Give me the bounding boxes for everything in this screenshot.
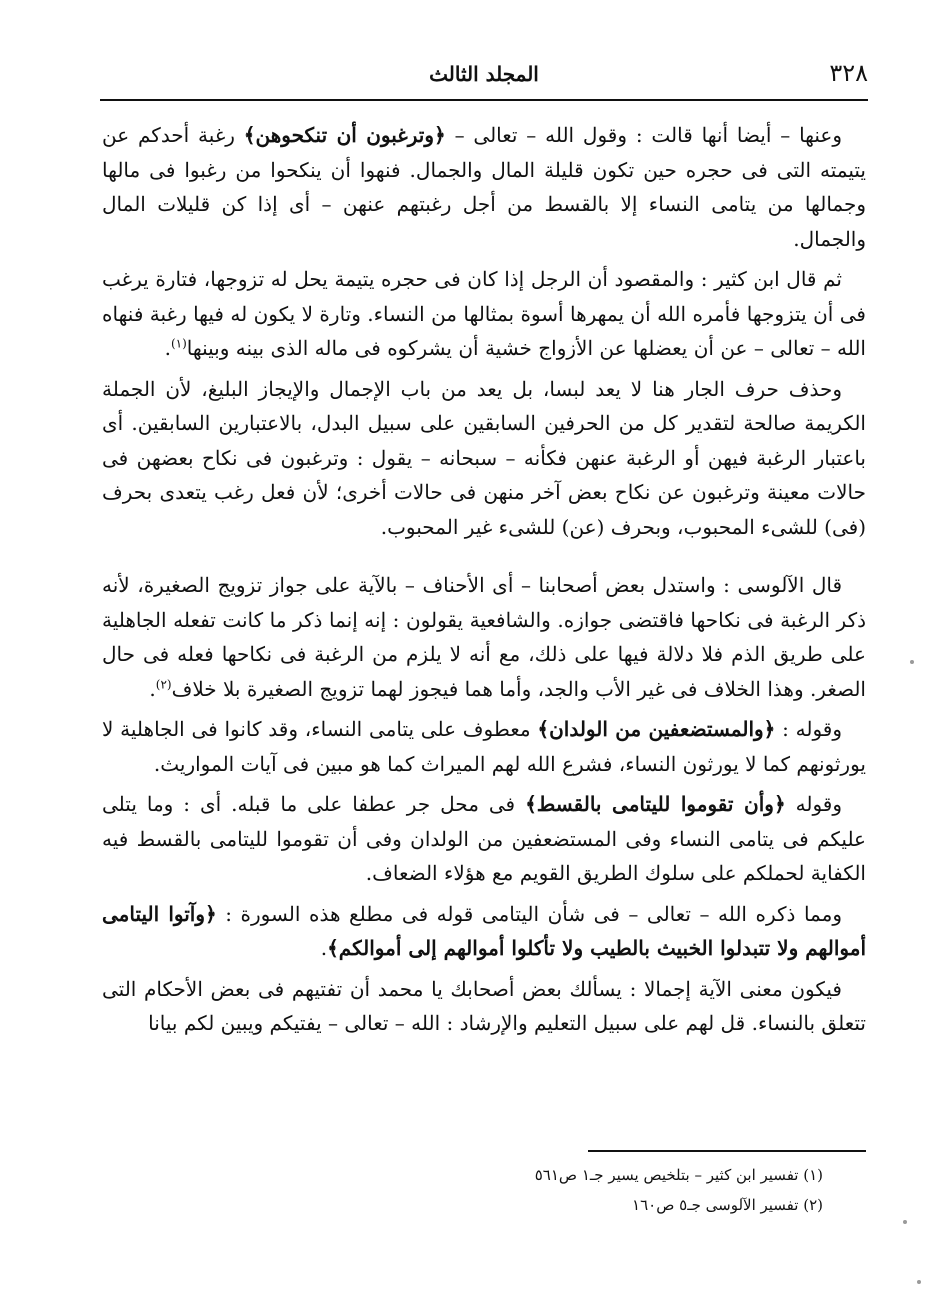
page-number: ٣٢٨ — [829, 59, 868, 87]
paragraph: ومما ذكره الله – تعالى – فى شأن اليتامى قوله فى مطلع هذه السورة : ﴿وآتوا اليتامى أموالهم ولا تتبدلوا الخبيث بالطيب ولا تأكلوا أموالهم إلى أموالكم﴾. — [102, 901, 866, 960]
paragraph: وحذف حرف الجار هنا لا يعد لبسا، بل يعد من باب الإجمال والإيجاز البليغ، لأن الجملة الكريمة صالحة لتقدير كل من الحرفين السابقين على سبيل البدل، بالاعتبارين السابقين. أى باعتبار الرغبة فيهن أو الرغبة عنهن فكأنه – سبحانه – يقول : وترغبون فى نكاح بعضهن فى حالات معينة وترغبون عن نكاح بعض آخر منهن فى حالات أخرى؛ لأن فعل رغب يتعدى بحرف (فى) للشىء المحبوب، وبحرف (عن) للشىء غير المحبوب. — [102, 376, 866, 539]
paragraph: قال الآلوسى : واستدل بعض أصحابنا – أى الأحناف – بالآية على جواز تزويج الصغيرة، لأنه ذكر الرغبة فى نكاحها فاقتضى جوازه. والشافعية يقولون : إنه إنما ذكر ما كانت تفعله الجاهلية على طريق الذم فلا دلالة فيها على ذلك، مع أنه لا يلزم من الرغبة فى نكاحها فعله فى حال الصغر. وهذا الخلاف فى غير الأب والجد، وأما هما فيجوز لهما تزويج الصغيرة بلا خلاف$^{(٢)}$. — [102, 573, 866, 701]
footnote-2: (٢) تفسير الآلوسى جـ٥ ص١٦٠ — [632, 1196, 823, 1214]
paragraph: وقوله ﴿وأن تقوموا لليتامى بالقسط﴾ فى محل جر عطفا على ما قبله. أى : وما يتلى عليكم فى يتامى النساء وفى المستضعفين من الولدان وفى أن تقوموا لليتامى بالقسط فيه الكفاية لحملكم على سلوك الطريق القويم مع هؤلاء الضعاف. — [102, 792, 866, 885]
body-text — [102, 118, 866, 1047]
scan-speck — [903, 1220, 907, 1224]
volume-title: المجلد الثالث — [429, 62, 539, 86]
footnote-ref: (٢) — [155, 676, 172, 691]
scan-speck — [910, 660, 914, 664]
quran-quote: ﴿وأن تقوموا لليتامى بالقسط﴾ — [525, 792, 786, 816]
paragraph: ثم قال ابن كثير : والمقصود أن الرجل إذا كان فى حجره يتيمة يحل له تزوجها، فتارة يرغب فى أن يتزوجها فأمره الله أن يمهرها أسوة بمثالها من النساء. وتارة لا يكون له فيها رغبة فنهاه الله – تعالى – عن أن يعضلها عن الأزواج خشية أن يشركوه فى ماله الذى بينه وبينها$^{(١)}$. — [102, 267, 866, 360]
page-header — [100, 58, 868, 94]
footnotes — [335, 1160, 835, 1220]
quran-quote: ﴿وآتوا اليتامى أموالهم ولا تتبدلوا الخبيث بالطيب ولا تأكلوا أموالهم إلى أموالكم﴾ — [102, 901, 866, 960]
footnote-1: (١) تفسير ابن كثير – بتلخيص يسير جـ١ ص٥٦١ — [534, 1166, 823, 1184]
paragraph: وعنها – أيضا أنها قالت : وقول الله – تعالى – ﴿وترغبون أن تنكحوهن﴾ رغبة أحدكم عن يتيمته التى فى حجره حين تكون قليلة المال والجمال. فنهوا أن ينكحوا من رغبوا فى مالها وجمالها من يتامى النساء إلا بالقسط من أجل رغبتهم عنهن – أى إذا كن قليلات المال والجمال. — [102, 123, 867, 251]
quran-quote: ﴿والمستضعفين من الولدان﴾ — [537, 717, 776, 741]
scan-speck — [917, 1280, 921, 1284]
paragraph: وقوله : ﴿والمستضعفين من الولدان﴾ معطوف على يتامى النساء، وقد كانوا فى الجاهلية لا يورثونهم كما لا يورثون النساء، فشرع الله لهم الميراث كما هو مبين فى آيات المواريث. — [102, 717, 866, 776]
header-divider — [100, 99, 868, 101]
paragraph: فيكون معنى الآية إجمالا : يسألك بعض أصحابك يا محمد أن تفتيهم فى بعض الأحكام التى تتعلق بالنساء. قل لهم على سبيل التعليم والإرشاد : الله – تعالى – يفتيكم ويبين لكم بيانا — [102, 976, 866, 1035]
footnote-ref: (١) — [170, 336, 187, 351]
footnote-divider — [588, 1150, 866, 1152]
quran-quote: ﴿وترغبون أن تنكحوهن﴾ — [243, 123, 446, 147]
